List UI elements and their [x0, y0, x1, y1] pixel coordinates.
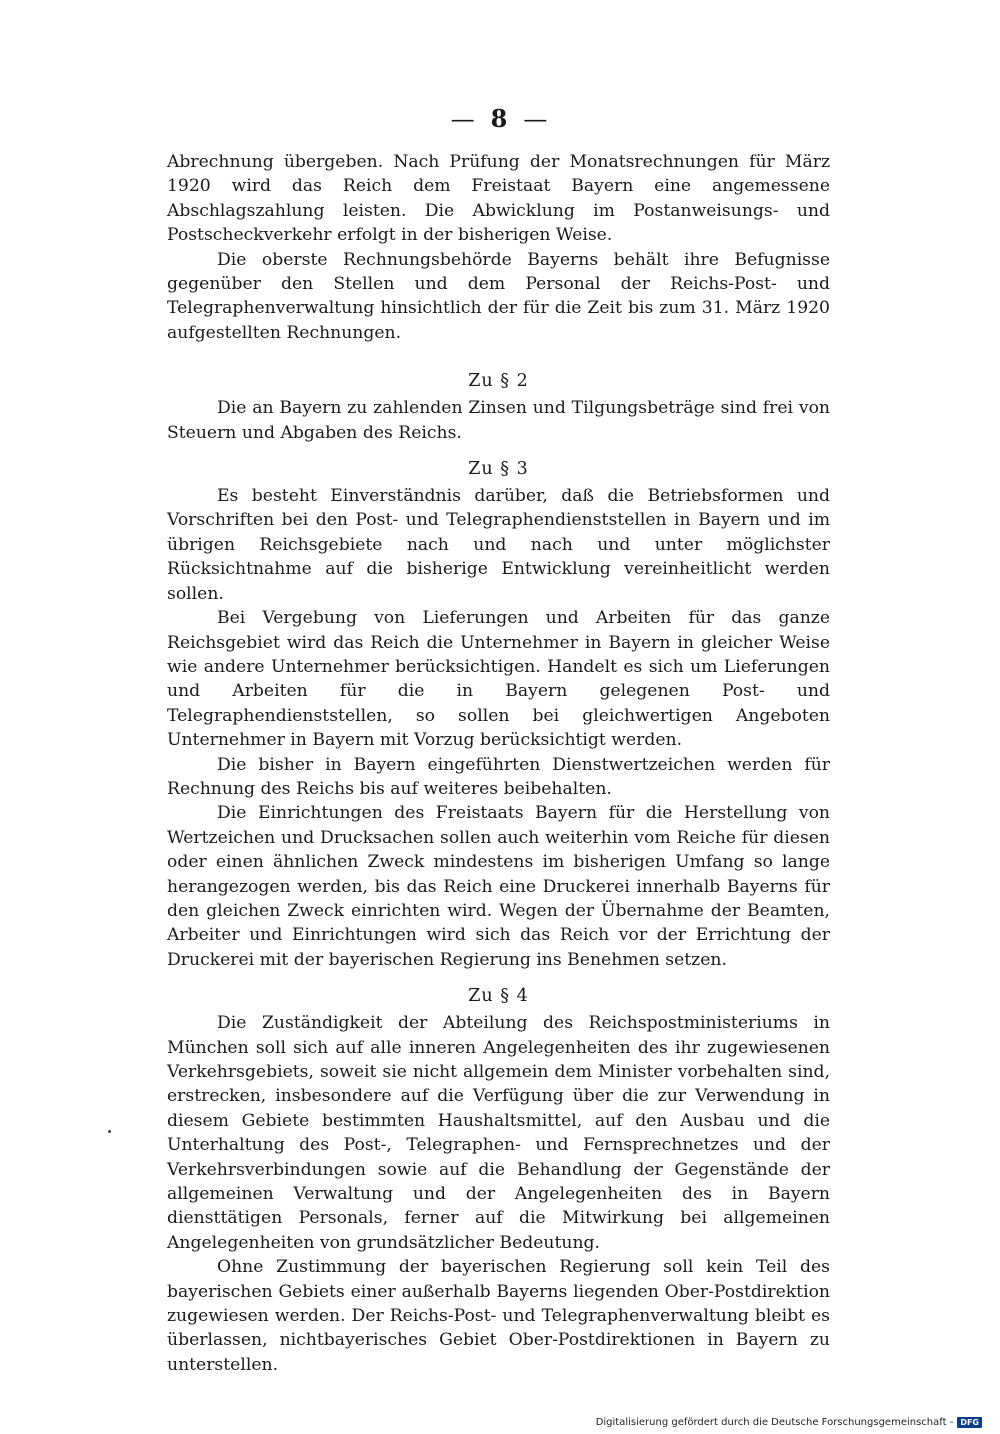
paragraph: Es besteht Einverständnis darüber, daß die Betriebsformen und Vorschriften bei den Post- und Telegraphendienststellen in Bayern und im übrigen Reichsgebiete nach und nach und unter möglichster Rücksichtnahme auf die bisherige Entwicklung vereinheitlicht werden sollen.: [167, 486, 830, 604]
page-header: [0, 104, 1000, 133]
page-number: 8: [490, 104, 510, 133]
section-heading: Zu § 3: [468, 459, 529, 480]
digitization-footer: [596, 1417, 982, 1428]
dfg-logo-icon: DFG: [957, 1417, 982, 1428]
paragraph: Bei Vergebung von Lieferungen und Arbeiten für das ganze Reichsgebiet wird das Reich die Unternehmer in Bayern in gleicher Weise wie andere Unternehmer berücksichtigen. Handelt es sich um Lieferungen und Arbeiten für die in Bayern gelegenen Post- und Telegraphendienststellen, so sollen bei gleichwertigen Angeboten Unternehmer in Bayern mit Vorzug berücksichtigt werden.: [167, 608, 830, 751]
paragraph: Die an Bayern zu zahlenden Zinsen und Tilgungsbeträge sind frei von Steuern und Abgaben des Reichs.: [167, 398, 830, 443]
footer-credit-text: Digitalisierung gefördert durch die Deutsche Forschungsgemeinschaft -: [595, 1417, 954, 1428]
paragraph: Ohne Zustimmung der bayerischen Regierung soll kein Teil des bayerischen Gebiets einer außerhalb Bayerns liegenden Ober-Postdirektion zugewiesen werden. Der Reichs-Post- und Telegraphenverwaltung bleibt es überlassen, nichtbayerisches Gebiet Ober-Postdirektionen in Bayern zu unterstellen.: [167, 1257, 830, 1375]
paragraph: Die oberste Rechnungsbehörde Bayerns behält ihre Befugnisse gegenüber den Stellen und dem Personal der Reichs-Post- und Telegraphenverwaltung hinsichtlich der für die Zeit bis zum 31. März 1920 aufgestellten Rechnungen.: [167, 249, 830, 343]
paragraph: Die Zuständigkeit der Abteilung des Reichspostministeriums in München soll sich auf alle inneren Angelegenheiten des ihr zugewiesenen Verkehrsgebiets, soweit sie nicht allgemein dem Minister vorbehalten sind, erstrecken, insbesondere auf die Verfügung über die zur Verwendung in diesem Gebiete bestimmten Haushaltsmittel, auf den Ausbau und die Unterhaltung des Post-, Telegraphen- und Fernsprechnetzes und der Verkehrsverbindungen sowie auf die Behandlung der Gegenstände der allgemeinen Verwaltung und der Angelegenheiten des in Bayern diensttätigen Personals, ferner auf die Mitwirkung bei allgemeinen Angelegenheiten von grundsätzlicher Bedeutung.: [167, 1013, 830, 1253]
document-body: [167, 150, 830, 1377]
page-number-dash-right: —: [523, 105, 550, 133]
paragraph: Die Einrichtungen des Freistaats Bayern für die Herstellung von Wertzeichen und Drucksachen sollen auch weiterhin vom Reiche für diesen oder einen ähnlichen Zweck mindestens im bisherigen Umfang so lange herangezogen werden, bis das Reich eine Druckerei innerhalb Bayerns für den gleichen Zweck einrichten wird. Wegen der Übernahme der Beamten, Arbeiter und Einrichtungen wird sich das Reich vor der Errichtung der Druckerei mit der bayerischen Regierung ins Benehmen setzen.: [167, 803, 830, 970]
scan-speck: [108, 1130, 111, 1133]
page-number-dash-left: —: [450, 105, 477, 133]
section-heading: Zu § 2: [468, 371, 529, 392]
section-heading: Zu § 4: [468, 986, 529, 1007]
paragraph: Die bisher in Bayern eingeführten Dienstwertzeichen werden für Rechnung des Reichs bis auf weiteres beibehalten.: [167, 754, 830, 799]
paragraph: Abrechnung übergeben. Nach Prüfung der Monatsrechnungen für März 1920 wird das Reich dem Freistaat Bayern eine angemessene Abschlagszahlung leisten. Die Abwicklung im Postanweisungs- und Postscheckverkehr erfolgt in der bisherigen Weise.: [167, 152, 830, 246]
